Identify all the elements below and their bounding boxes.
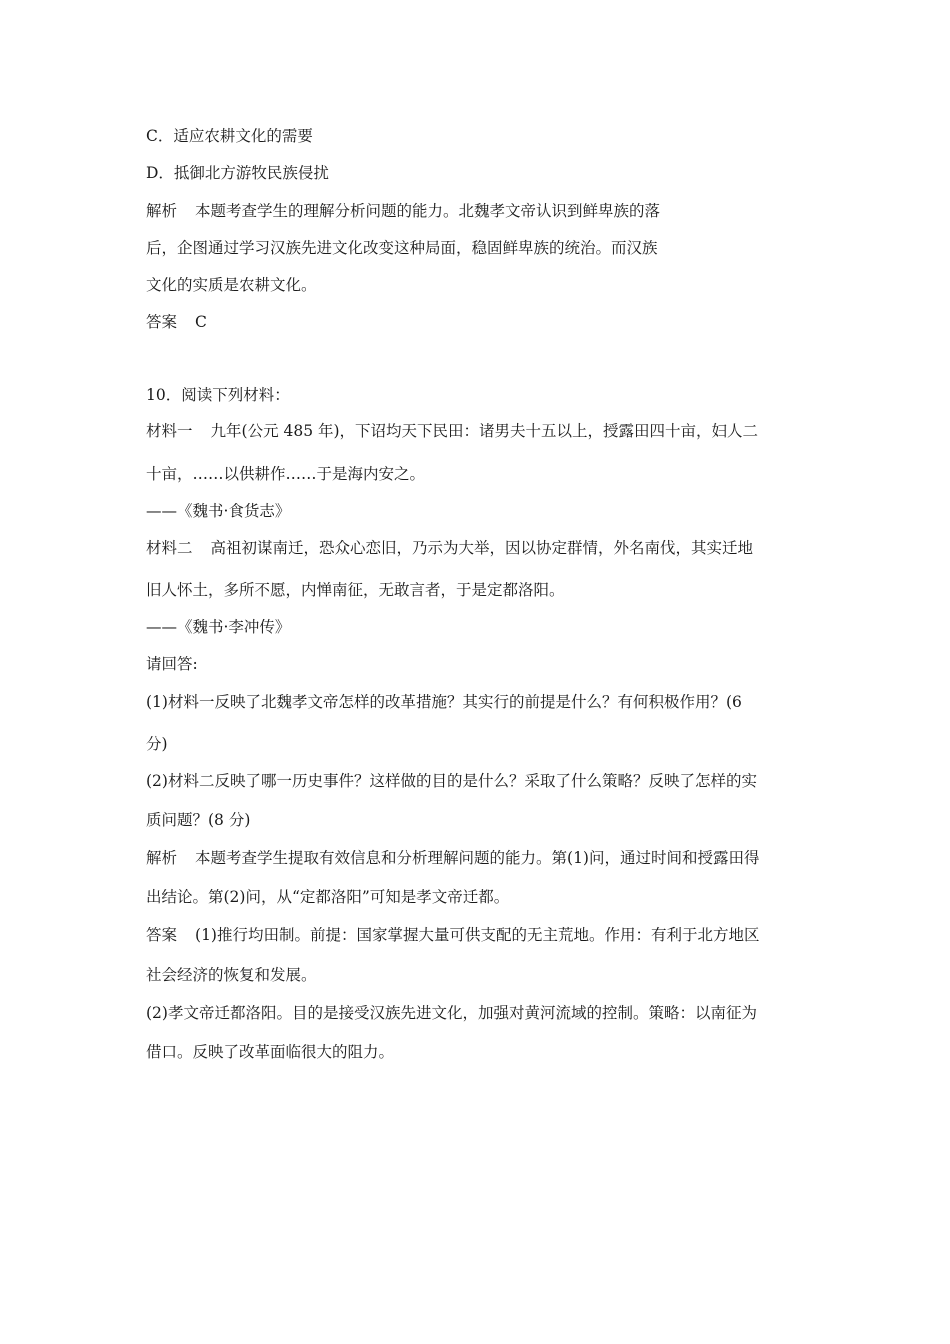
q10-sub1-line-1: (1)材料一反映了北魏孝文帝怎样的改革措施？其实行的前提是什么？有何积极作用？(6 xyxy=(146,693,742,711)
q10-material2-source: ——《魏书·李冲传》 xyxy=(146,618,291,636)
q9-analysis-line-3: 文化的实质是农耕文化。 xyxy=(146,276,317,294)
q10-material2-line-2: 旧人怀土，多所不愿，内惮南征，无敢言者，于是定都洛阳。 xyxy=(146,581,565,599)
q10-answer-line-3: (2)孝文帝迁都洛阳。目的是接受汉族先进文化，加强对黄河流域的控制。策略：以南征为 xyxy=(146,1004,757,1022)
q10-analysis-label: 解析 xyxy=(146,849,178,867)
q10-answer-line-2: 社会经济的恢复和发展。 xyxy=(146,966,317,984)
q10-answer-label: 答案 xyxy=(146,926,178,944)
q9-analysis-line xyxy=(146,201,660,221)
q10-material2-line xyxy=(146,538,753,558)
q10-answer-text: (1)推行均田制。前提：国家掌握大量可供支配的无主荒地。作用：有利于北方地区 xyxy=(195,926,760,944)
q9-answer-line xyxy=(146,312,207,332)
q9-answer-value: C xyxy=(195,313,207,331)
q10-analysis-line-2: 出结论。第(2)问，从“定都洛阳”可知是孝文帝迁都。 xyxy=(146,888,510,906)
q10-material1-line xyxy=(146,421,758,441)
q10-material1-line-2: 十亩，……以供耕作……于是海内安之。 xyxy=(146,465,426,483)
q9-option-c: C．适应农耕文化的需要 xyxy=(146,127,313,145)
q10-sub2-line-1: (2)材料二反映了哪一历史事件？这样做的目的是什么？采取了什么策略？反映了怎样的实 xyxy=(146,772,757,790)
q10-material1-source: ——《魏书·食货志》 xyxy=(146,502,291,520)
q10-material2-label: 材料二 xyxy=(146,539,193,557)
q10-analysis-line xyxy=(146,848,759,868)
q10-material1-text: 九年(公元 485 年)，下诏均天下民田：诸男夫十五以上，授露田四十亩，妇人二 xyxy=(210,422,759,440)
q10-prompt: 请回答: xyxy=(146,655,198,673)
q10-answer-line xyxy=(146,925,759,945)
q9-answer-label: 答案 xyxy=(146,313,178,331)
q10-answer-line-4: 借口。反映了改革面临很大的阻力。 xyxy=(146,1043,395,1061)
q9-analysis-label: 解析 xyxy=(146,202,178,220)
q10-analysis-text: 本题考查学生提取有效信息和分析理解问题的能力。第(1)问，通过时间和授露田得 xyxy=(195,849,760,867)
q10-sub1-line-2: 分) xyxy=(146,735,168,753)
q9-analysis-line-2: 后，企图通过学习汉族先进文化改变这种局面，稳固鲜卑族的统治。而汉族 xyxy=(146,239,658,257)
q10-sub2-line-2: 质问题？(8 分) xyxy=(146,811,251,829)
q9-analysis-text: 本题考查学生的理解分析问题的能力。北魏孝文帝认识到鲜卑族的落 xyxy=(195,202,661,220)
q10-title: 10．阅读下列材料： xyxy=(146,386,290,404)
q10-material1-label: 材料一 xyxy=(146,422,193,440)
q9-option-d: D．抵御北方游牧民族侵扰 xyxy=(146,164,329,182)
q10-material2-text: 高祖初谋南迁，恐众心恋旧，乃示为大举，因以协定群情，外名南伐，其实迁地 xyxy=(210,539,754,557)
